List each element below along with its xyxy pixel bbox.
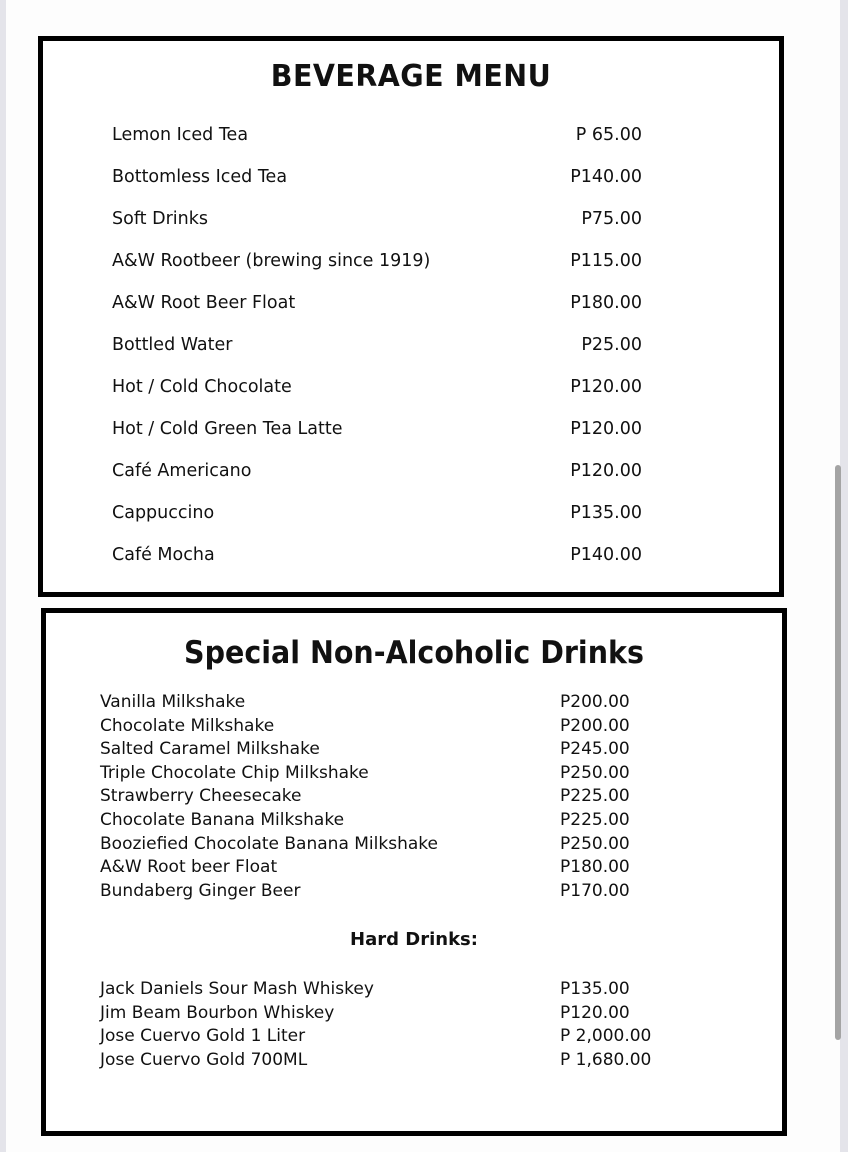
- menu-item: [100, 715, 640, 739]
- menu-item: [100, 1049, 680, 1073]
- item-name: Cappuccino: [112, 503, 215, 523]
- item-price: P250.00: [560, 762, 630, 783]
- item-name: Chocolate Banana Milkshake: [100, 809, 345, 830]
- menu-item: [100, 809, 640, 833]
- item-name: Vanilla Milkshake: [100, 692, 246, 712]
- menu-item: [112, 457, 642, 499]
- item-name: Hot / Cold Chocolate: [112, 377, 292, 397]
- item-price: P140.00: [570, 167, 642, 187]
- item-price: P225.00: [560, 809, 630, 830]
- item-name: Jose Cuervo Gold 700ML: [100, 1049, 308, 1070]
- menu-item: [100, 691, 640, 715]
- menu-item: [100, 856, 640, 880]
- item-name: Booziefied Chocolate Banana Milkshake: [100, 833, 438, 854]
- menu-item: [100, 978, 680, 1002]
- item-name: A&W Rootbeer (brewing since 1919): [112, 251, 431, 271]
- menu-item: [112, 121, 642, 163]
- item-name: Triple Chocolate Chip Milkshake: [100, 762, 369, 783]
- item-price: P250.00: [560, 833, 630, 854]
- item-price: P180.00: [560, 857, 630, 878]
- hard-drinks-heading: Hard Drinks:: [350, 929, 478, 950]
- scrollbar-thumb[interactable]: [835, 465, 841, 1040]
- item-name: Jose Cuervo Gold 1 Liter: [100, 1026, 306, 1047]
- item-price: P75.00: [581, 209, 642, 229]
- item-price: P200.00: [560, 692, 630, 712]
- item-name: Chocolate Milkshake: [100, 715, 275, 736]
- item-name: Jack Daniels Sour Mash Whiskey: [100, 979, 374, 999]
- item-name: A&W Root Beer Float: [112, 293, 296, 313]
- item-name: Strawberry Cheesecake: [100, 786, 302, 807]
- beverage-menu-panel: [38, 36, 784, 597]
- beverage-menu-title: BEVERAGE MENU: [270, 59, 552, 94]
- menu-item: [100, 880, 640, 904]
- item-price: P120.00: [570, 461, 642, 481]
- item-price: P135.00: [570, 503, 642, 523]
- item-price: P120.00: [560, 1002, 630, 1023]
- menu-item: [100, 785, 640, 809]
- hard-drinks-list: [100, 978, 680, 1072]
- item-price: P120.00: [570, 377, 642, 397]
- item-price: P 65.00: [575, 125, 642, 145]
- menu-item: [100, 833, 640, 857]
- item-price: P200.00: [560, 715, 630, 736]
- viewer-left-edge: [0, 0, 6, 1152]
- item-name: Jim Beam Bourbon Whiskey: [100, 1002, 335, 1023]
- menu-item: [100, 1025, 680, 1049]
- menu-item: [112, 499, 642, 541]
- menu-item: [112, 373, 642, 415]
- menu-item: [112, 331, 642, 373]
- item-name: Bottomless Iced Tea: [112, 167, 288, 187]
- item-price: P180.00: [570, 293, 642, 313]
- item-name: Bottled Water: [112, 335, 233, 355]
- viewer-right-edge: [840, 0, 848, 1152]
- item-name: Soft Drinks: [112, 209, 208, 229]
- menu-item: [112, 247, 642, 289]
- item-price: P225.00: [560, 786, 630, 807]
- item-price: P140.00: [570, 545, 642, 565]
- item-price: P25.00: [581, 335, 642, 355]
- menu-item: [112, 289, 642, 331]
- item-name: Café Americano: [112, 461, 252, 481]
- beverage-menu-list: [112, 121, 642, 583]
- item-price: P 1,680.00: [560, 1049, 652, 1070]
- menu-item: [100, 762, 640, 786]
- special-drinks-panel: [41, 608, 787, 1136]
- menu-item: [100, 738, 640, 762]
- menu-item: [112, 415, 642, 457]
- item-name: Café Mocha: [112, 545, 215, 565]
- special-drinks-title: Special Non-Alcoholic Drinks: [184, 635, 644, 671]
- item-name: Lemon Iced Tea: [112, 125, 249, 145]
- menu-item: [100, 1002, 680, 1026]
- item-price: P245.00: [560, 739, 630, 760]
- item-name: A&W Root beer Float: [100, 857, 278, 878]
- item-price: P120.00: [570, 419, 642, 439]
- menu-item: [112, 541, 642, 583]
- item-name: Salted Caramel Milkshake: [100, 739, 320, 760]
- item-price: P 2,000.00: [560, 1026, 652, 1047]
- item-price: P115.00: [570, 251, 642, 271]
- menu-item: [112, 205, 642, 247]
- item-name: Bundaberg Ginger Beer: [100, 880, 301, 901]
- menu-item: [112, 163, 642, 205]
- item-price: P170.00: [560, 880, 630, 901]
- item-name: Hot / Cold Green Tea Latte: [112, 419, 343, 439]
- item-price: P135.00: [560, 979, 630, 999]
- special-drinks-list: [100, 691, 640, 903]
